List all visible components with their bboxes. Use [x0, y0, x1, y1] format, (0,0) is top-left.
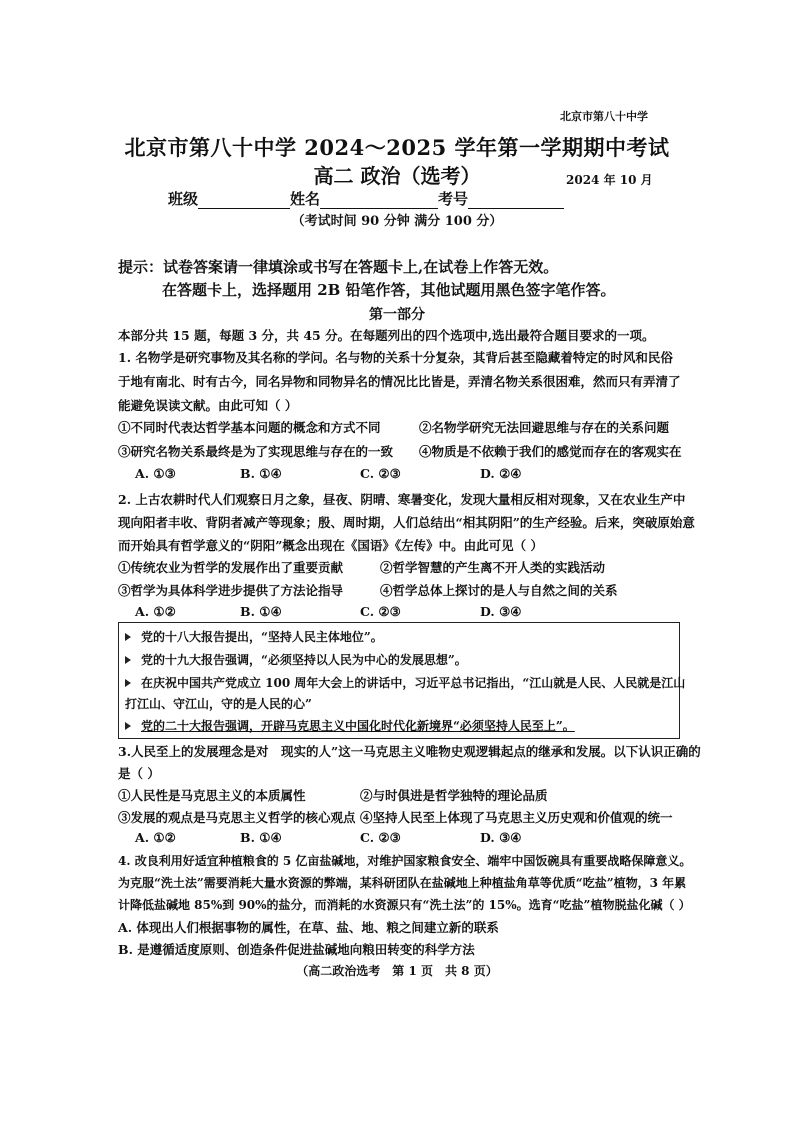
q3-option-d[interactable]: D. ③④ — [480, 830, 522, 845]
q2-statement-3: ③哲学为具体科学进步提供了方法论指导 — [118, 583, 344, 598]
exam-subtitle: 高二 政治（选考） — [313, 164, 481, 188]
tip-line-2: 在答题卡上，选择题用 2B 铅笔作答，其他试题用黑色签字笔作答。 — [162, 281, 616, 299]
number-blank — [468, 194, 564, 209]
section-instructions: 本部分共 15 题，每题 3 分，共 45 分。在每题列出的四个选项中,选出最符合题目要求的一项。 — [118, 328, 655, 343]
q4-option-a[interactable]: A. 体现出人们根据事物的属性，在草、盐、地、粮之间建立新的联系 — [118, 920, 499, 935]
arrow-bullet-icon — [125, 633, 131, 641]
q2-option-c[interactable]: C. ②③ — [360, 604, 401, 619]
q1-option-b[interactable]: B. ①④ — [240, 466, 282, 481]
q2-line-1: 2. 上古农耕时代人们观察日月之象，昼夜、阴晴、寒暑变化，发现大量相反相对现象，又在农业生产中 — [118, 492, 686, 507]
class-label: 班级 — [168, 190, 199, 208]
name-blank — [320, 194, 438, 209]
student-info-fields — [168, 188, 564, 209]
q1-line-2: 于地有南北、时有古今，同名异物和同物异名的情况比比皆是，弄清名物关系很困难，然而只有弄清了 — [118, 374, 681, 389]
material-item-3: 在庆祝中国共产党成立 100 周年大会上的讲话中，习近平总书记指出，“江山就是人民、人民就是江山 — [125, 674, 685, 691]
q3-statement-1: ①人民性是马克思主义的本质属性 — [118, 788, 306, 803]
arrow-bullet-icon — [125, 656, 131, 664]
q4-option-b[interactable]: B. 是遵循适度原则、创造条件促进盐碱地向粮田转变的科学方法 — [118, 942, 475, 957]
q3-statement-3: ③发展的观点是马克思主义哲学的核心观点 — [118, 810, 356, 825]
material-item-1: 党的十八大报告提出，“坚持人民主体地位”。 — [125, 628, 383, 645]
q1-statement-3: ③研究名物关系最终是为了实现思维与存在的一致 — [118, 444, 394, 459]
q1-statement-2: ②名物学研究无法回避思维与存在的关系问题 — [419, 420, 670, 435]
school-header-mark: 北京市第八十中学 — [560, 110, 648, 123]
q1-option-d[interactable]: D. ②④ — [480, 466, 522, 481]
q1-statement-1: ①不同时代表达哲学基本问题的概念和方式不同 — [118, 420, 381, 435]
name-label: 姓名 — [290, 190, 321, 208]
number-label: 考号 — [438, 190, 469, 208]
q3-statement-4: ④坚持人民至上体现了马克思主义历史观和价值观的统一 — [360, 810, 673, 825]
material-item-3-cont: 打江山、守江山，守的是人民的心” — [125, 697, 312, 711]
exam-time-score: （考试时间 90 分钟 满分 100 分） — [291, 214, 503, 229]
exam-date: 2024 年 10 月 — [566, 173, 653, 187]
q2-option-b[interactable]: B. ①④ — [240, 604, 282, 619]
q3-option-b[interactable]: B. ①④ — [240, 830, 282, 845]
part-title: 第一部分 — [369, 307, 425, 323]
q3-line-2: 是（ ） — [118, 766, 160, 781]
class-blank — [198, 194, 290, 209]
q2-statement-4: ④哲学总体上探讨的是人与自然之间的关系 — [380, 583, 618, 598]
q3-line-1: 3.人民至上的发展理念是对 现实的人”这一马克思主义唯物史观逻辑起点的继承和发展。以下认识正确的 — [118, 744, 701, 759]
q1-statement-4: ④物质是不依赖于我们的感觉而存在的客观实在 — [419, 444, 682, 459]
q1-option-c[interactable]: C. ②③ — [360, 466, 401, 481]
q2-option-d[interactable]: D. ③④ — [480, 604, 522, 619]
q2-statement-1: ①传统农业为哲学的发展作出了重要贡献 — [118, 560, 344, 575]
material-item-2: 党的十九大报告强调，“必须坚持以人民为中心的发展思想”。 — [125, 651, 467, 668]
tip-line-1: 提示：试卷答案请一律填涂或书写在答题卡上,在试卷上作答无效。 — [118, 258, 559, 276]
material-item-4: 党的二十大报告强调，开辟马克思主义中国化时代化新境界“必须坚持人民至上”。 — [125, 717, 575, 734]
q4-line-1: 4. 改良利用好适宜种植粮食的 5 亿亩盐碱地，对维护国家粮食安全、端牢中国饭碗具有重要战略保障意义。 — [118, 854, 692, 868]
q2-line-2: 现向阳者丰收、背阴者减产等现象；殷、周时期，人们总结出“相其阴阳”的生产经验。后来，突破原始意 — [118, 515, 695, 530]
q4-line-2: 为克服“洗土法”需要消耗大量水资源的弊端，某科研团队在盐碱地上种植盐角草等优质“吃盐”植物，3 年累 — [118, 876, 687, 890]
q2-line-3: 而开始具有哲学意义的“阴阳”概念出现在《国语》《左传》中。由此可见（ ） — [118, 538, 543, 553]
q1-line-3: 能避免误读文献。由此可知（ ） — [118, 398, 298, 413]
q2-statement-2: ②哲学智慧的产生离不开人类的实践活动 — [380, 560, 606, 575]
material-box — [118, 622, 686, 739]
arrow-bullet-icon — [125, 679, 131, 687]
q1-option-a[interactable]: A. ①③ — [135, 466, 176, 481]
q4-line-3: 计降低盐碱地 85%到 90%的盐分，而消耗的水资源只有“洗土法”的 15%。选育“吃盐”植物脱盐化碱（ ） — [118, 898, 691, 912]
q3-option-c[interactable]: C. ②③ — [360, 830, 401, 845]
exam-title: 北京市第八十中学 2024～2025 学年第一学期期中考试 — [124, 135, 670, 160]
q3-statement-2: ②与时俱进是哲学独特的理论品质 — [360, 788, 548, 803]
arrow-bullet-icon — [125, 722, 131, 730]
q2-option-a[interactable]: A. ①② — [135, 604, 176, 619]
q3-option-a[interactable]: A. ①② — [135, 830, 176, 845]
q1-line-1: 1. 名物学是研究事物及其名称的学问。名与物的关系十分复杂，其背后甚至隐藏着特定的时风和民俗 — [118, 350, 673, 365]
page-footer: （高二政治选考 第 1 页 共 8 页） — [296, 964, 498, 978]
